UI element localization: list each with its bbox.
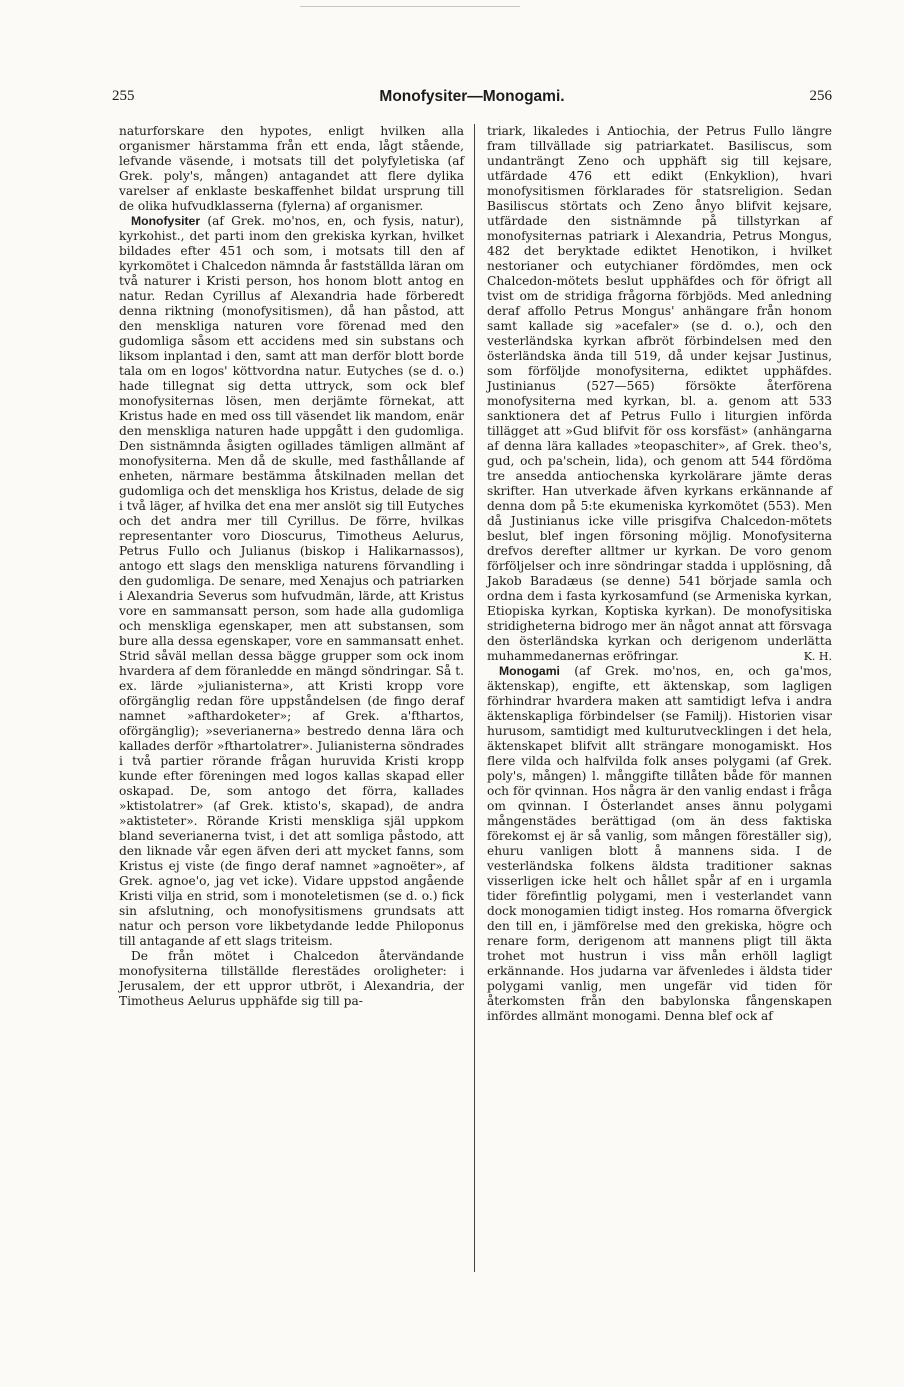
right-column xyxy=(487,124,832,1024)
headword-monogami: Monogami xyxy=(499,664,560,678)
entry-monofysiter xyxy=(119,214,464,949)
page-number-left: 255 xyxy=(112,88,135,104)
headword-monofysiter: Monofysiter xyxy=(131,214,201,228)
left-column xyxy=(119,124,464,1009)
page-header xyxy=(112,88,832,110)
author-signature: K. H. xyxy=(803,650,832,663)
entry-monogami-text: (af Grek. mo'nos, en, och ga'mos, äktenskap), engifte, ett äktenskap, som lagligen förhindrar hvardera maken att samtidigt lefva i andra äktenskapliga förbindelser (se Familj). Historien visar hurusom, samtidigt med kulturutvecklingen i det hela, äktenskapet blifvit allt strängare monogamiskt. Hos flere vilda och halfvilda folk anses polygami (af Grek. poly's, mången) l. månggifte tillåten både för mannen och för qvinnan. Hos några är den vanlig endast i fråga om qvinnan. I Österlandet anses ännu polygami mångenstädes berättigad (om än dess faktiska förekomst ej är så vanlig, som mången föreställer sig), ehuru vanligen blott å mannens sida. I de vesterländska folkens äldsta traditioner saknas visserligen icke helt och hållet spår af en i urgamla tider förefintlig polygami, men i vesterlandet vann dock monogamien tidigt insteg. Hos romarna öfvergick den till en, i jämförelse med den grekiska, högre och renare form, derigenom att mannens pligt till äkta trohet mot hustrun i viss mån erhöll lagligt erkännande. Hos judarna var äfvenledes i äldsta tider polygami vanlig, men ungefär vid tiden för återkomsten från den babylonska fångenskapen infördes allmänt monogami. Denna blef ock af xyxy=(487,664,832,1023)
entry-monofysiter-end-text: triark, likaledes i Antiochia, der Petrus Fullo längre fram tillvällade sig patriarkatet. Basiliscus, som undanträngt Zeno och upphäft sig till kejsare, utfärdade 476 ett edikt (Enkyklion), hvari monofysitismen förklarades för statsreligion. Sedan Basiliscus störtats och Zeno ånyo blifvit kejsare, utfärdade den sistnämnde på tillstyrkan af monofysiternas patriark i Alexandria, Petrus Mongus, 482 det beryktade ediktet Henotikon, i hvilket nestorianer och eutychianer fördömdes, men ock Chalcedon-mötets beslut upphäfdes och för öfrigt all tvist om de stridiga frågorna förbjöds. Med anledning deraf affollo Petrus Mongus' anhängare från honom samt kallade sig »acefaler» (se d. o.), och den vesterländska kyrkan afbröt förbindelsen med den österländska ända till 519, då under kejsar Justinus, som förföljde monofysiterna, ediktet upphäfdes. Justinianus (527—565) försökte återförena monofysiterna med kyrkan, bl. a. genom att 533 sanktionera det af Petrus Fullo i liturgien införda tillägget att »Gud blifvit för oss korsfäst» (anhängarna af denna lära kallades »teopaschiter», af Grek. theo's, gud, och pa'schein, lida), och genom att 544 fördöma tre ansedda antiochenska kyrkolärare jämte deras skrifter. Han utverkade äfven kyrkans erkännande af denna dom på 5:te ekumeniska kyrkomötet (553). Men då Justinianus icke ville prisgifva Chalcedon-mötets beslut, blef ingen försoning möjlig. Monofysiterna drefvos derefter alltmer ur kyrkan. De voro genom förföljelser och inre söndringar stadda i upplösning, då Jakob Baradæus (se denne) 541 började samla och ordna dem i fasta kyrkosamfund (se Armeniska kyrkan, Etiopiska kyrkan, Koptiska kyrkan). De monofysitiska stridigheterna bidrogo mer än något annat att försvaga den österländska kyrkan och derigenom underlätta muhammedanernas eröfringar. xyxy=(487,124,832,663)
entry-monofysiter-end xyxy=(487,124,832,664)
running-title: Monofysiter—Monogami. xyxy=(379,88,565,105)
entry-monogami xyxy=(487,664,832,1024)
column-divider xyxy=(474,124,475,1272)
entry-monofysiter-text: (af Grek. mo'nos, en, och fysis, natur), kyrkohist., det parti inom den grekiska kyrkan, hvilket bildades efter 451 och som, i motsats till den af kyrkomötet i Chalcedon nämnda år fastställda läran om två naturer i Kristi person, hos honom blott antog en natur. Redan Cyrillus af Alexandria hade förberedt denna riktning (monofysitismen), då han påstod, att den menskliga naturen vore förenad med den gudomliga såsom ett accidens med sin substans och liksom inplantad i den, samt att man derför blott borde tala om en logos' köttvordna natur. Eutyches (se d. o.) hade tillegnat sig detta uttryck, som ock blef monofysiternas lösen, men derjämte förnekat, att Kristus hade en med oss till väsendet lik mandom, enär den menskliga naturen hade uppgått i den gudomliga. Den sistnämnda åsigten ogillades tämligen allmänt af monofysiterna. Men då de skulle, med fasthållande af enheten, närmare bestämma åtskilnaden mellan det gudomliga och det menskliga hos Kristus, delade de sig i två läger, af hvilka det ena mer anslöt sig till Eutyches och det andra mer till Cyrillus. De förre, hvilkas representanter voro Dioscurus, Timotheus Aelurus, Petrus Fullo och Julianus (biskop i Halikarnassos), antogo ett slags den menskliga naturens förvandling i den gudomliga. De senare, med Xenajus och patriarken i Alexandria Severus som hufvudmän, lärde, att Kristus vore en sammansatt person, som hade alla gudomliga och menskliga egenskaper, men att substansen, som bure alla dessa egenskaper, vore en sammansatt enhet. Strid såväl mellan dessa bägge grupper som ock inom hvardera af dem föranledde en mängd söndringar. Så t. ex. lärde »julianisterna», att Kristi kropp vore oförgänglig redan före uppståndelsen (de fingo deraf namnet »afthardoketer»; af Grek. a'fthartos, oförgänglig); »severianerna» bestredo denna lära och kallades derför »fthartolatrer». Julianisterna söndrades i två partier rörande frågan huruvida Kristi kropp kunde efter föreningen med logos kallas skapad eller oskapad. De, som antogo det förra, kallades »ktistolatrer» (af Grek. ktisto's, skapad), de andra »aktisteter». Rörande Kristi menskliga själ uppkom bland severianerna tvist, i det att somliga påstodo, att den liknade vår egen äfven deri att mycket fanns, som Kristus ej viste (de fingo deraf namnet »agnoëter», af Grek. agnoe'o, jag vet icke). Vidare uppstod angående Kristi vilja en strid, som i monoteletismen (se d. o.) fick sin afslutning, och monofysitismens grundsats att natur och person vore likbetydande ledde Philoponus till antagande af ett slags triteism. xyxy=(119,214,464,948)
page-number-right: 256 xyxy=(809,88,832,104)
entry-continuation: naturforskare den hypotes, enligt hvilken alla organismer härstamma från ett enda, lågt stående, lefvande väsende, i motsats till det polyfyletiska (af Grek. poly's, mången) antagandet att flere dylika varelser af enklaste beskaffenhet bildat ursprung till de olika hufvudklasserna (fylerna) af organismer. xyxy=(119,124,464,213)
top-edge-rule xyxy=(0,6,904,7)
entry-monofysiter-cont: De från mötet i Chalcedon återvändande monofysiterna tillställde flerestädes oroligheter: i Jerusalem, der ett uppror utbröt, i Alexandria, der Timotheus Aelurus upphäfde sig till pa- xyxy=(119,949,464,1008)
